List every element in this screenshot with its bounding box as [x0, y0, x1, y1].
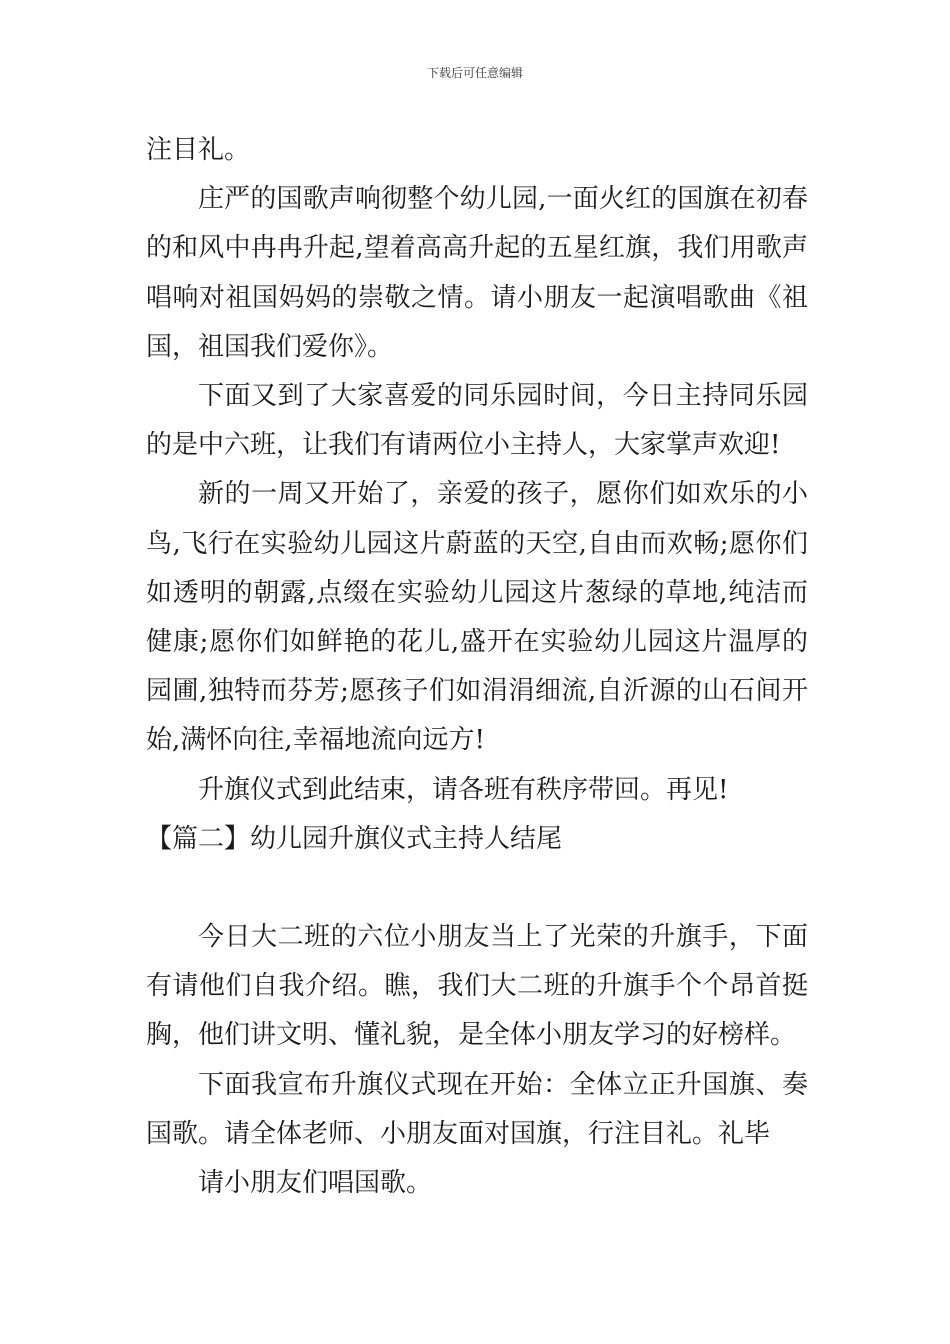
document-body [146, 126, 808, 1208]
header-note: 下载后可任意编辑 [426, 66, 523, 80]
paragraph-8: 请小朋友们唱国歌。 [198, 1168, 433, 1199]
section-title: 【篇二】幼儿园升旗仪式主持人结尾 [146, 823, 563, 854]
paragraph-5: 升旗仪式到此结束，请各班有秩序带回。再见! [198, 774, 729, 805]
paragraph-4: 新的一周又开始了，亲爱的孩子，愿你们如欢乐的小鸟,飞行在实验幼儿园这片蔚蓝的天空,自由而欢畅;愿你们如透明的朝露,点缀在实验幼儿园这片葱绿的草地,纯洁而健康;愿你们如鲜艳的花儿,盛开在实验幼儿园这片温厚的园圃,独特而芬芳;愿孩子们如涓涓细流,自沂源的山石间开始,满怀向往,幸福地流向远方! [146, 479, 808, 756]
paragraph-2: 庄严的国歌声响彻整个幼儿园,一面火红的国旗在初春的和风中冉冉升起,望着高高升起的五星红旗，我们用歌声唱响对祖国妈妈的崇敬之情。请小朋友一起演唱歌曲《祖国，祖国我们爱你》。 [146, 184, 808, 362]
paragraph-7: 下面我宣布升旗仪式现在开始：全体立正升国旗、奏国歌。请全体老师、小朋友面对国旗，行注目礼。礼毕 [146, 1069, 808, 1149]
paragraph-6: 今日大二班的六位小朋友当上了光荣的升旗手，下面有请他们自我介绍。瞧，我们大二班的升旗手个个昂首挺胸，他们讲文明、懂礼貌，是全体小朋友学习的好榜样。 [146, 922, 808, 1051]
paragraph-1: 注目礼。 [146, 135, 251, 165]
paragraph-3: 下面又到了大家喜爱的同乐园时间，今日主持同乐园的是中六班，让我们有请两位小主持人，大家掌声欢迎! [146, 381, 808, 461]
blank-line [146, 864, 808, 913]
